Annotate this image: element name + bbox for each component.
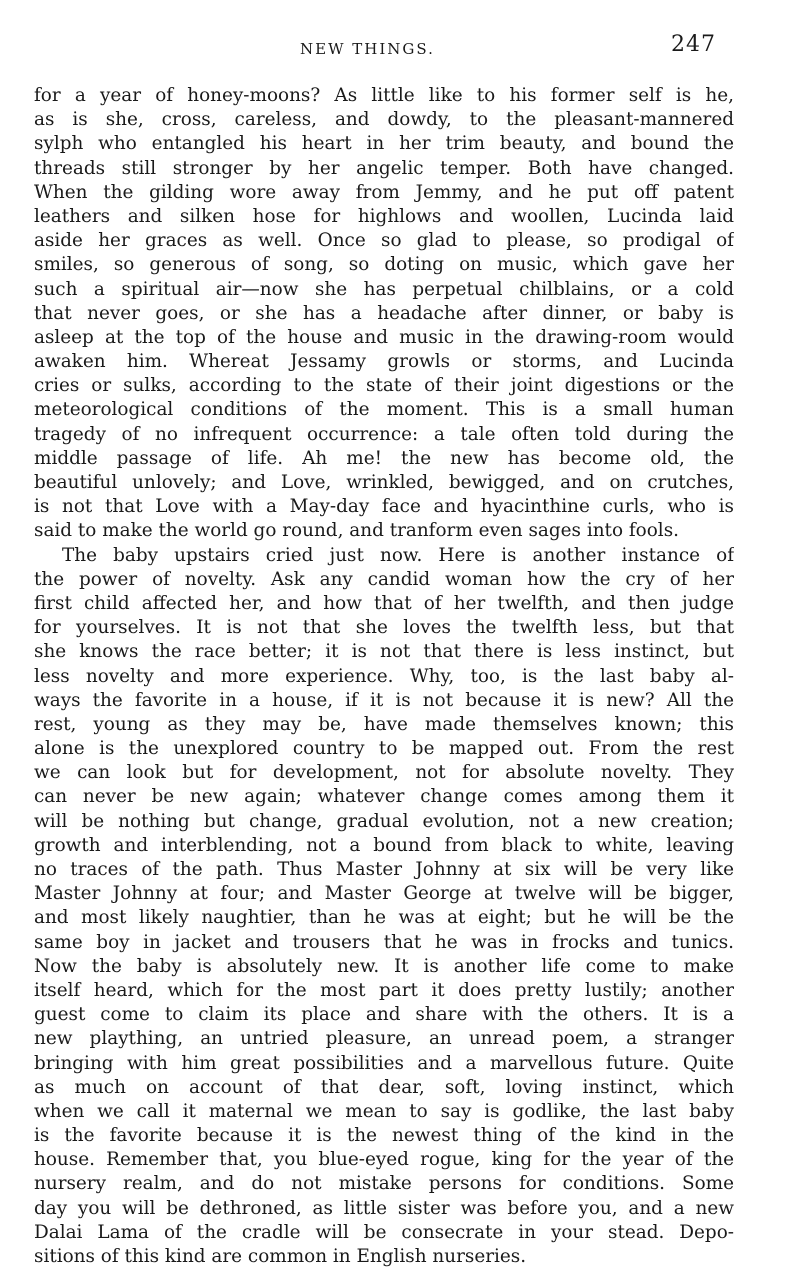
- text-line: beautiful unlovely; and Love, wrinkled, bewigged, and on crutches,: [34, 472, 734, 493]
- text-line: sylph who entangled his heart in her trim beauty, and bound the: [34, 133, 734, 155]
- text-line: less novelty and more experience. Why, too, is the last baby al-: [34, 665, 734, 687]
- text-line: bringing with him great possibilities and a marvellous future. Quite: [34, 1052, 734, 1074]
- text-line: The baby upstairs cried just now. Here is another instance of: [62, 544, 734, 566]
- text-line: such a spiritual air—now she has perpetual chilblains, or a cold: [34, 278, 734, 300]
- text-line: no traces of the path. Thus Master Johnny at six will be very like: [34, 859, 734, 880]
- running-title: NEW THINGS.: [300, 40, 435, 58]
- text-line: itself heard, which for the most part it does pretty lustily; another: [34, 979, 734, 1001]
- text-line: when we call it maternal we mean to say is godlike, the last baby: [34, 1100, 734, 1122]
- text-line: we can look but for development, not for absolute novelty. They: [34, 762, 734, 784]
- text-line: for yourselves. It is not that she loves the twelfth less, but that: [34, 617, 734, 639]
- text-line: day you will be dethroned, as little sister was before you, and a new: [34, 1197, 734, 1219]
- text-line: said to make the world go round, and tranform even sages into fools.: [34, 520, 679, 542]
- text-line: rest, young as they may be, have made themselves known; this: [34, 713, 734, 735]
- text-line: new plaything, an untried pleasure, an unread poem, a stranger: [34, 1028, 734, 1050]
- text-line: first child affected her, and how that of her twelfth, and then judge: [34, 592, 734, 614]
- text-line: Master Johnny at four; and Master George at twelve will be bigger,: [34, 883, 734, 905]
- text-line: she knows the race better; it is not that there is less instinct, but: [34, 641, 734, 663]
- page-number: 247: [671, 32, 716, 57]
- text-line: will be nothing but change, gradual evolution, not a new creation;: [34, 810, 734, 832]
- text-line: smiles, so generous of song, so doting on music, which gave her: [34, 254, 734, 276]
- text-line: guest come to claim its place and share with the others. It is a: [34, 1004, 734, 1026]
- text-line: awaken him. Whereat Jessamy growls or storms, and Lucinda: [34, 351, 734, 373]
- text-line: Dalai Lama of the cradle will be consecrate in your stead. Depo-: [34, 1221, 734, 1243]
- running-head: [0, 32, 790, 62]
- text-line: as much on account of that dear, soft, loving instinct, which: [34, 1076, 734, 1098]
- text-line: threads still stronger by her angelic temper. Both have changed.: [34, 157, 734, 179]
- text-line: cries or sulks, according to the state of their joint digestions or the: [34, 375, 734, 397]
- text-line: house. Remember that, you blue-eyed rogue, king for the year of the: [34, 1149, 734, 1171]
- text-line: sitions of this kind are common in English nurseries.: [34, 1246, 527, 1267]
- text-line: same boy in jacket and trousers that he was in frocks and tunics.: [34, 931, 734, 953]
- text-line: ways the favorite in a house, if it is not because it is new? All the: [34, 689, 734, 711]
- text-line: and most likely naughtier, than he was at eight; but he will be the: [34, 907, 734, 929]
- text-line: asleep at the top of the house and music in the drawing-room would: [34, 326, 734, 348]
- text-line: for a year of honey-moons? As little like to his former self is he,: [34, 85, 734, 106]
- text-line: meteorological conditions of the moment. This is a small human: [34, 399, 734, 421]
- text-line: is not that Love with a May-day face and hyacinthine curls, who is: [34, 496, 734, 518]
- text-line: is the favorite because it is the newest thing of the kind in the: [34, 1125, 734, 1147]
- text-line: tragedy of no infrequent occurrence: a tale often told during the: [34, 423, 734, 445]
- text-line: aside her graces as well. Once so glad to please, so prodigal of: [34, 230, 734, 252]
- text-line: can never be new again; whatever change comes among them it: [34, 786, 734, 808]
- text-line: the power of novelty. Ask any candid woman how the cry of her: [34, 568, 734, 590]
- text-line: Now the baby is absolutely new. It is another life come to make: [34, 955, 734, 977]
- text-line: as is she, cross, careless, and dowdy, to the pleasant-mannered: [34, 109, 734, 131]
- text-line: growth and interblending, not a bound from black to white, leaving: [34, 834, 734, 856]
- text-line: alone is the unexplored country to be mapped out. From the rest: [34, 738, 734, 760]
- text-line: middle passage of life. Ah me! the new has become old, the: [34, 447, 734, 469]
- text-line: leathers and silken hose for highlows and woollen, Lucinda laid: [34, 205, 734, 227]
- text-line: nursery realm, and do not mistake persons for conditions. Some: [34, 1173, 734, 1195]
- text-line: When the gilding wore away from Jemmy, and he put off patent: [34, 181, 734, 203]
- text-line: that never goes, or she has a headache after dinner, or baby is: [34, 302, 734, 324]
- body-text: [34, 84, 734, 1269]
